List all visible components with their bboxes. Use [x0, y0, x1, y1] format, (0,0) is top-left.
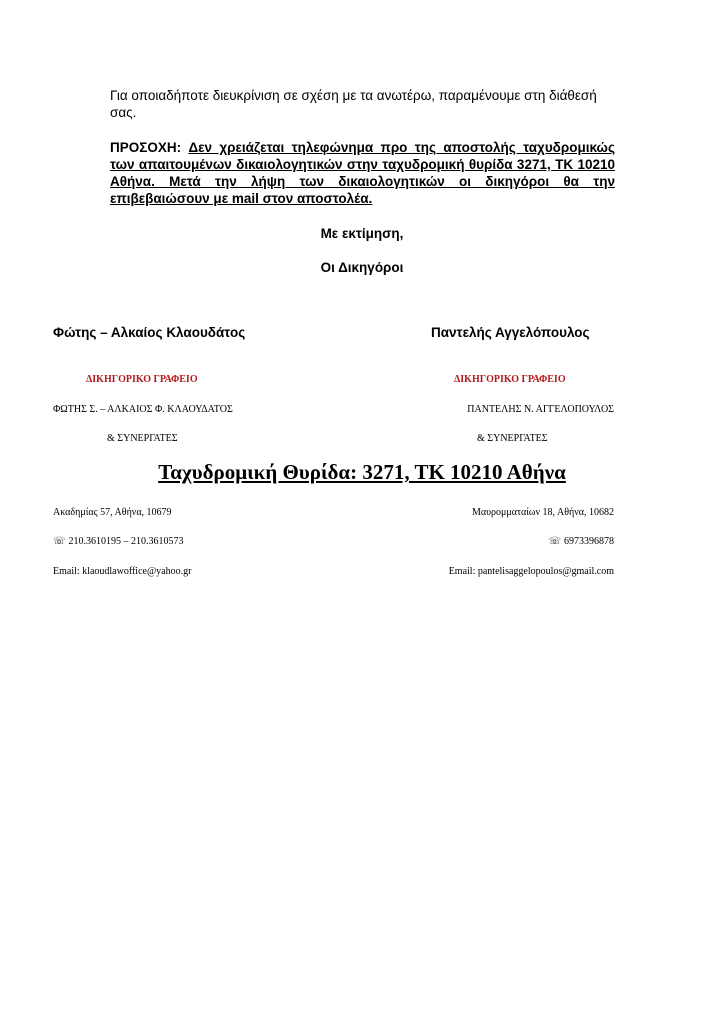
notice-paragraph — [110, 139, 615, 207]
closing-line: Με εκτίμηση, — [320, 226, 404, 241]
phone-icon: ☏ — [53, 536, 66, 547]
clarification-paragraph: Για οποιαδήποτε διευκρίνιση σε σχέση με τα ανωτέρω, παραμένουμε στη διάθεσή σας. — [110, 88, 597, 120]
notice-text: Δεν χρειάζεται τηλεφώνημα προ της αποστολής ταχυδρομικώς των απαιτουμένων δικαιολογητικών στην ταχυδρομική θυρίδα 3271, ΤΚ 10210 Αθήνα. Μετά την λήψη των δικαιολογητικών οι δικηγόροι θα την επιβεβαιώσουν με mail στον αποστολέα. — [110, 140, 615, 206]
address-left: Ακαδημίας 57, Αθήνα, 10679 — [53, 507, 172, 518]
signoff-line: Οι Δικηγόροι — [320, 260, 404, 275]
phone-left — [53, 536, 184, 547]
associates-left: & ΣΥΝΕΡΓΑΤΕΣ — [107, 433, 178, 444]
phone-number-left: 210.3610195 – 210.3610573 — [68, 536, 184, 547]
phone-number-right: 6973396878 — [564, 536, 614, 547]
firm-name-right: ΠΑΝΤΕΛΗΣ Ν. ΑΓΓΕΛΟΠΟΥΛΟΣ — [467, 404, 614, 415]
lawyer-name-left: Φώτης – Αλκαίος Κλαουδάτος — [53, 325, 246, 340]
email-left[interactable]: Email: klaoudlawoffice@yahoo.gr — [53, 566, 192, 577]
office-heading-left: ΔΙΚΗΓΟΡΙΚΟ ΓΡΑΦΕΙΟ — [86, 374, 198, 385]
firm-name-left: ΦΩΤΗΣ Σ. – ΑΛΚΑΙΟΣ Φ. ΚΛΑΟΥΔΑΤΟΣ — [53, 404, 233, 415]
office-heading-right: ΔΙΚΗΓΟΡΙΚΟ ΓΡΑΦΕΙΟ — [454, 374, 566, 385]
address-right: Μαυρομματαίων 18, Αθήνα, 10682 — [471, 507, 614, 518]
phone-right — [548, 536, 614, 547]
associates-right: & ΣΥΝΕΡΓΑΤΕΣ — [477, 433, 548, 444]
email-right[interactable]: Email: pantelisaggelopoulos@gmail.com — [448, 566, 614, 577]
phone-icon: ☏ — [548, 536, 561, 547]
notice-label: ΠΡΟΣΟΧΗ: — [110, 140, 182, 155]
po-box-heading: Ταχυδρομική Θυρίδα: 3271, ΤΚ 10210 Αθήνα — [158, 460, 566, 484]
lawyer-name-right: Παντελής Αγγελόπουλος — [431, 325, 590, 340]
